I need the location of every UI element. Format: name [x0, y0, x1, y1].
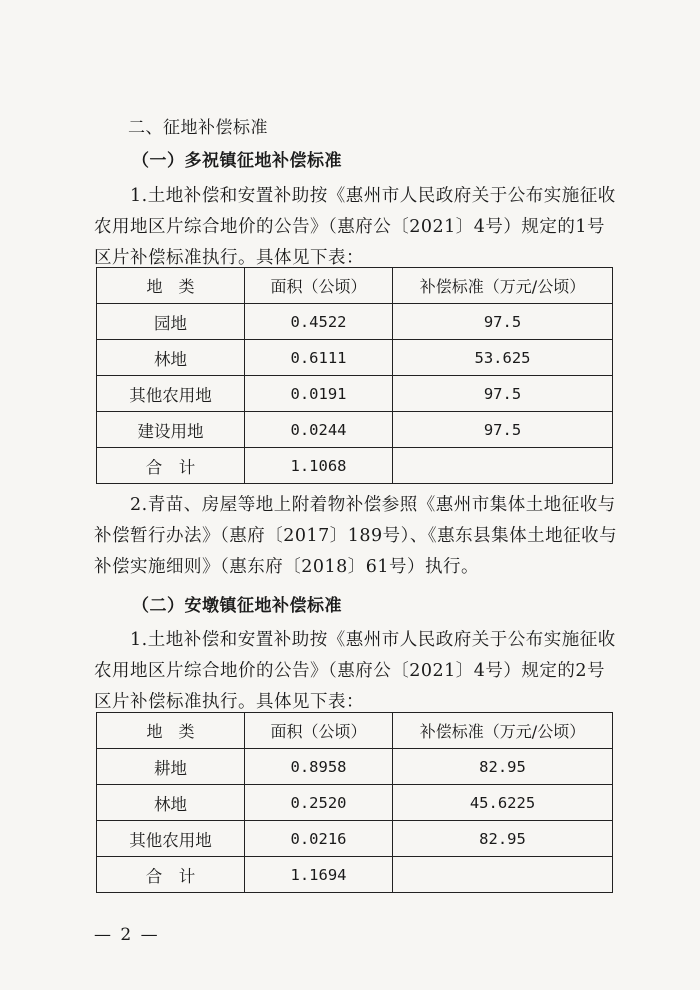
cell-area: 0.2520 — [245, 785, 393, 821]
cell-land-type: 建设用地 — [97, 412, 245, 448]
table-row — [97, 749, 613, 785]
cell-standard: 82.95 — [393, 749, 613, 785]
part1-compensation-table — [96, 267, 613, 484]
cell-land-type: 其他农用地 — [97, 821, 245, 857]
table-header-row — [97, 268, 613, 304]
cell-total-label: 合 计 — [97, 448, 245, 484]
header-land-type: 地 类 — [97, 713, 245, 749]
header-land-type: 地 类 — [97, 268, 245, 304]
cell-total-standard — [393, 448, 613, 484]
cell-standard: 53.625 — [393, 340, 613, 376]
cell-land-type: 林地 — [97, 785, 245, 821]
cell-area: 0.0244 — [245, 412, 393, 448]
table-total-row — [97, 857, 613, 893]
part2-title: （二）安墩镇征地补偿标准 — [132, 596, 342, 616]
header-area: 面积（公顷） — [245, 268, 393, 304]
cell-area: 0.4522 — [245, 304, 393, 340]
table-header-row — [97, 713, 613, 749]
cell-land-type: 园地 — [97, 304, 245, 340]
table-row — [97, 412, 613, 448]
part2-compensation-table — [96, 712, 613, 893]
cell-total-area: 1.1068 — [245, 448, 393, 484]
part1-para2-line2: 补偿暂行办法》（惠府〔2017〕189号）、《惠东县集体土地征收与 — [94, 526, 618, 546]
cell-area: 0.0191 — [245, 376, 393, 412]
table-row — [97, 340, 613, 376]
part1-para1-line3: 区片补偿标准执行。具体见下表： — [94, 248, 364, 268]
cell-area: 0.6111 — [245, 340, 393, 376]
part2-para1-line2: 农用地区片综合地价的公告》（惠府公〔2021〕4号）规定的2号 — [94, 661, 606, 681]
cell-land-type: 其他农用地 — [97, 376, 245, 412]
cell-standard: 45.6225 — [393, 785, 613, 821]
part2-para1-line3: 区片补偿标准执行。具体见下表： — [94, 692, 364, 712]
part1-para2-line3: 补偿实施细则》（惠东府〔2018〕61号）执行。 — [94, 557, 480, 577]
table-total-row — [97, 448, 613, 484]
part1-para2-line1: 2.青苗、房屋等地上附着物补偿参照《惠州市集体土地征收与 — [130, 495, 616, 515]
cell-standard: 82.95 — [393, 821, 613, 857]
part1-para1-line2: 农用地区片综合地价的公告》（惠府公〔2021〕4号）规定的1号 — [94, 217, 606, 237]
table-row — [97, 376, 613, 412]
part2-para1-line1: 1.土地补偿和安置补助按《惠州市人民政府关于公布实施征收 — [130, 630, 616, 650]
cell-land-type: 林地 — [97, 340, 245, 376]
part1-title: （一）多祝镇征地补偿标准 — [132, 151, 342, 171]
section-title: 二、征地补偿标准 — [128, 118, 268, 138]
cell-total-label: 合 计 — [97, 857, 245, 893]
table-row — [97, 304, 613, 340]
cell-area: 0.8958 — [245, 749, 393, 785]
page-number: — 2 — — [94, 925, 160, 945]
part1-para1-line1: 1.土地补偿和安置补助按《惠州市人民政府关于公布实施征收 — [130, 186, 616, 206]
header-standard: 补偿标准（万元/公顷） — [393, 268, 613, 304]
table-row — [97, 821, 613, 857]
table-row — [97, 785, 613, 821]
cell-standard: 97.5 — [393, 376, 613, 412]
cell-total-standard — [393, 857, 613, 893]
header-standard: 补偿标准（万元/公顷） — [393, 713, 613, 749]
cell-standard: 97.5 — [393, 412, 613, 448]
cell-land-type: 耕地 — [97, 749, 245, 785]
cell-standard: 97.5 — [393, 304, 613, 340]
cell-area: 0.0216 — [245, 821, 393, 857]
header-area: 面积（公顷） — [245, 713, 393, 749]
cell-total-area: 1.1694 — [245, 857, 393, 893]
